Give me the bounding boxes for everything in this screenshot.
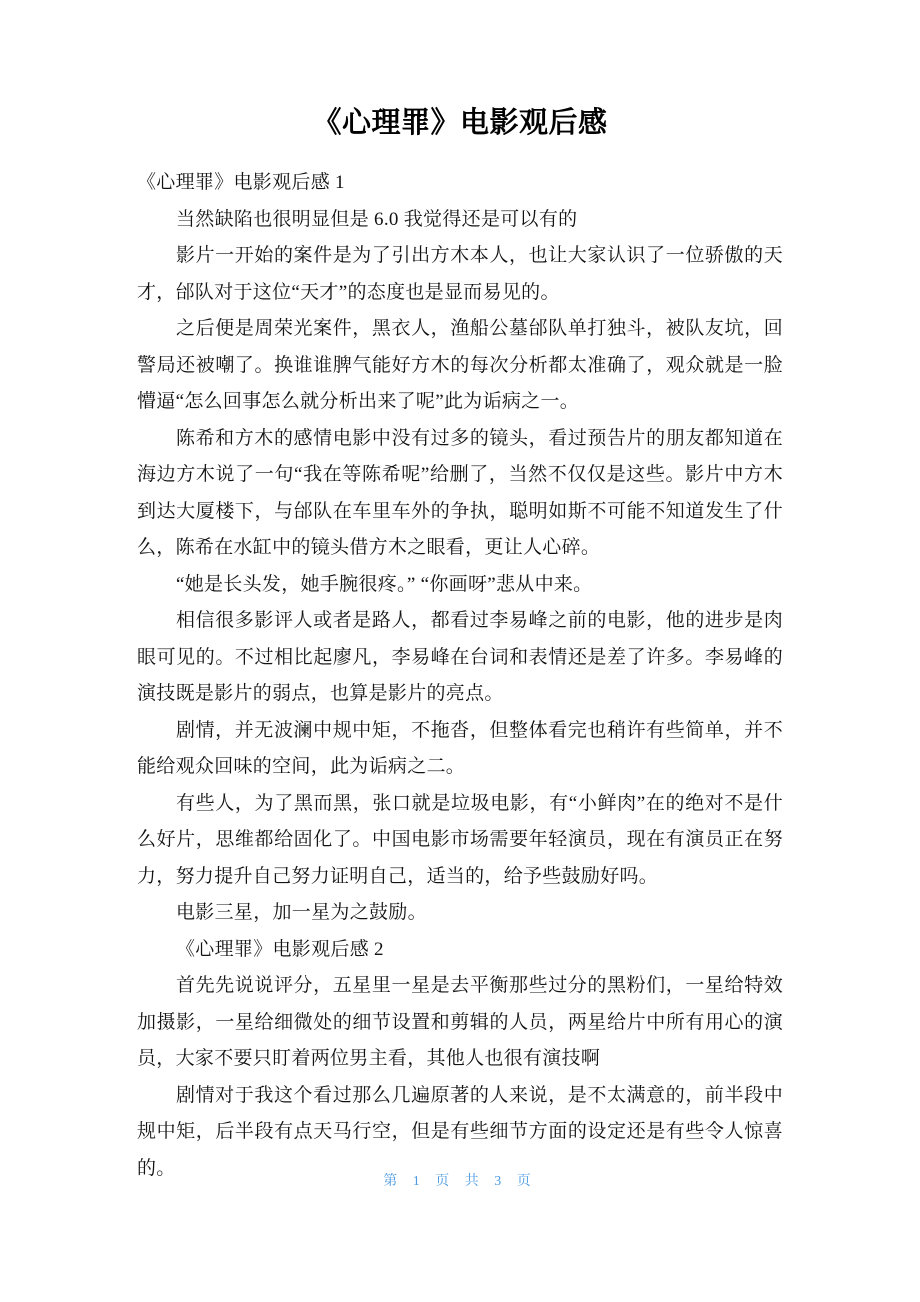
paragraph: 首先先说说评分，五星里一星是去平衡那些过分的黑粉们，一星给特效加摄影，一星给细微处的细节设置和剪辑的人员，两星给片中所有用心的演员，大家不要只盯着两位男主看，其他人也很有演技啊 [137,975,783,1069]
page-number-label: 第 1 页 共 3 页 [383,1174,537,1189]
paragraph: 《心理罪》电影观后感 2 [176,938,384,960]
paragraph: 电影三星，加一星为之鼓励。 [176,902,427,923]
paragraph: 《心理罪》电影观后感 1 [137,172,345,193]
paragraph: 影片一开始的案件是为了引出方木本人，也让大家认识了一位骄傲的天才，邰队对于这位“天才”的态度也是显而易见的。 [137,245,783,303]
paragraph: 之后便是周荣光案件，黑衣人，渔船公墓邰队单打独斗，被队友坑，回警局还被嘲了。换谁谁脾气能好方木的每次分析都太准确了，观众就是一脸懵逼“怎么回事怎么就分析出来了呢”此为诟病之一。 [137,318,783,412]
paragraph: 有些人，为了黑而黑，张口就是垃圾电影，有“小鲜肉”在的绝对不是什么好片，思维都给固化了。中国电影市场需要年轻演员，现在有演员正在努力，努力提升自己努力证明自己，适当的，给予些鼓励好吗。 [137,792,783,887]
paragraph: 陈希和方木的感情电影中没有过多的镜头，看过预告片的朋友都知道在海边方木说了一句“我在等陈希呢”给删了，当然不仅仅是这些。影片中方木到达大厦楼下，与邰队在车里车外的争执，聪明如斯不可能不知道发生了什么，陈希在水缸中的镜头借方木之眼看，更让人心碎。 [137,427,783,558]
document-body [137,165,783,1187]
paragraph: 相信很多影评人或者是路人，都看过李易峰之前的电影，他的进步是肉眼可见的。不过相比起廖凡，李易峰在台词和表情还是差了许多。李易峰的演技既是影片的弱点，也算是影片的亮点。 [137,610,783,704]
paragraph: 当然缺陷也很明显但是 6.0 我觉得还是可以有的 [176,208,578,230]
page-footer [0,1172,920,1192]
document-title: 《心理罪》电影观后感 [312,107,608,139]
paragraph: 剧情，并无波澜中规中矩，不拖沓，但整体看完也稍许有些简单，并不能给观众回味的空间，此为诟病之二。 [137,719,783,777]
paragraph: 剧情对于我这个看过那么几遍原著的人来说，是不太满意的，前半段中规中矩，后半段有点天马行空，但是有些细节方面的设定还是有些令人惊喜的。 [137,1084,783,1179]
paragraph: “她是长头发，她手腕很疼。” “你画呀”悲从中来。 [176,573,593,595]
